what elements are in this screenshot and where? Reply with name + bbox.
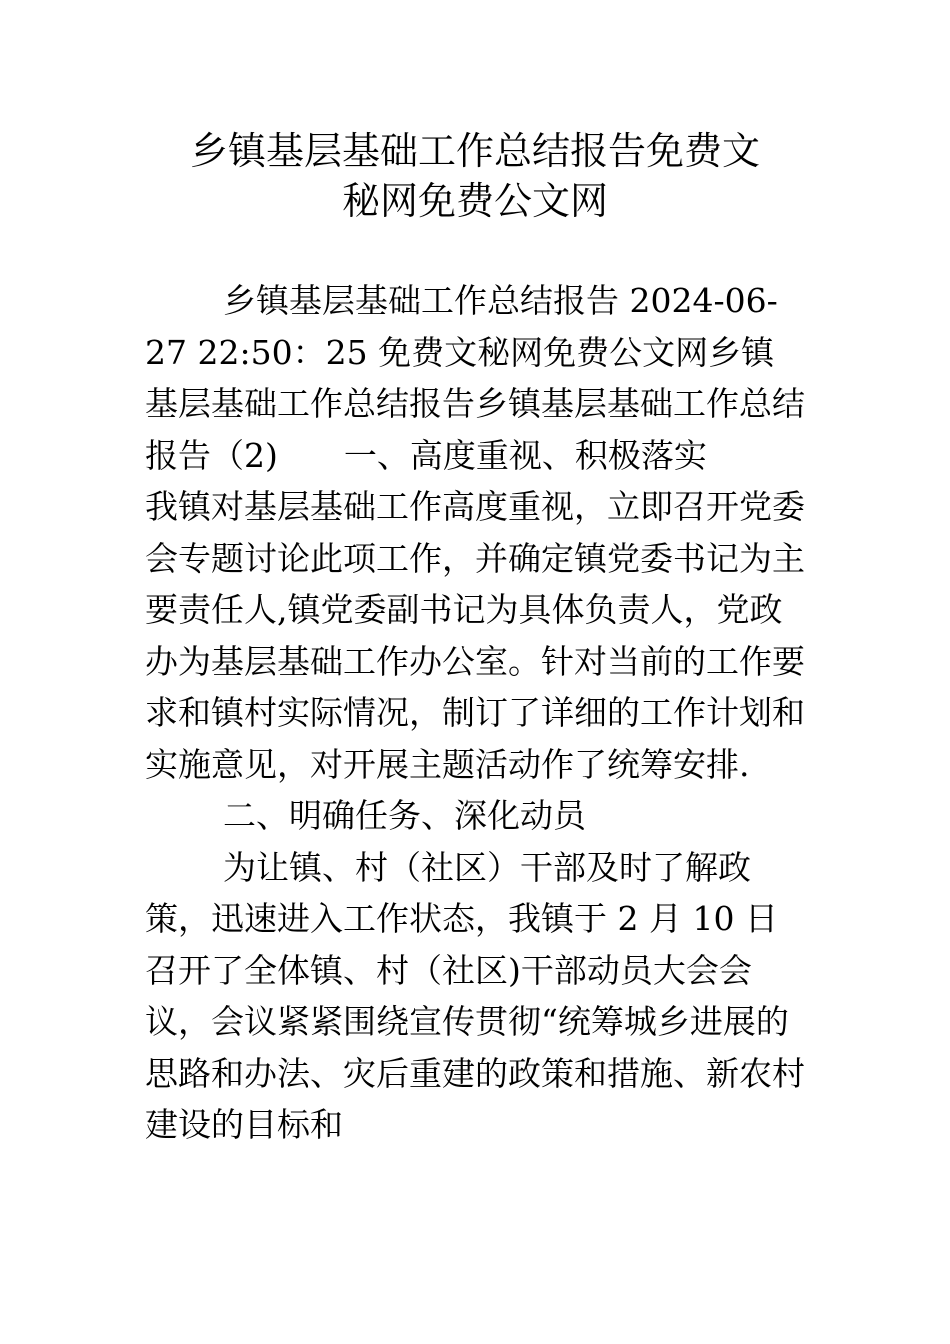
document-body <box>145 275 807 1151</box>
title-line-2: 秘网免费公文网 <box>341 179 608 223</box>
paragraph-section-2: 为让镇、村（社区）干部及时了解政策，迅速进入工作状态，我镇于 2 月 10 日召开了全体镇、村（社区)干部动员大会会议，会议紧紧围绕宣传贯彻“统筹城乡进展的思路和办法、灾后重建的政策和措施、新农村建设的目标和 <box>145 847 805 1144</box>
paragraph-section-1: 我镇对基层基础工作高度重视，立即召开党委会专题讨论此项工作，并确定镇党委书记为主要责任人,镇党委副书记为具体负责人，党政办为基层基础工作办公室。针对当前的工作要求和镇村实际情况，制订了详细的工作计划和实施意见，对开展主题活动作了统筹安排. <box>145 487 805 784</box>
title-line-1: 乡镇基层基础工作总结报告免费文 <box>189 129 760 173</box>
paragraph-intro: 乡镇基层基础工作总结报告 2024-06-27 22:50：25 免费文秘网免费公文网乡镇基层基础工作总结报告乡镇基层基础工作总结报告（2) 一、高度重视、积极落实 <box>145 281 805 475</box>
heading-section-2: 二、明确任务、深化动员 <box>223 796 586 835</box>
document-title <box>140 126 810 226</box>
